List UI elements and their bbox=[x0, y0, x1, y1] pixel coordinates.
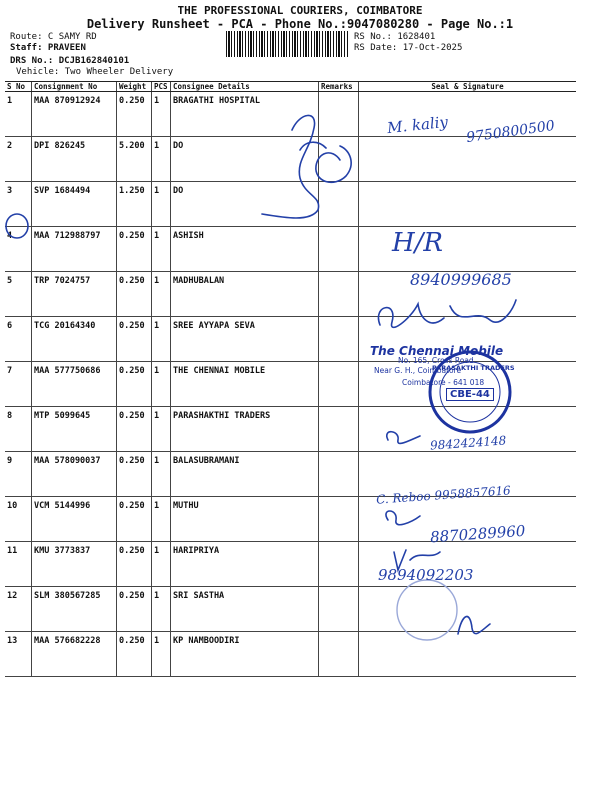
cell-consignment: MAA 712988797 bbox=[32, 227, 117, 272]
cell-pcs: 1 bbox=[152, 182, 171, 227]
row-1-signature-name: M. kaliy bbox=[386, 112, 449, 138]
cell-weight: 0.250 bbox=[117, 362, 152, 407]
cell-consignment: MAA 577750686 bbox=[32, 362, 117, 407]
cell-weight: 0.250 bbox=[117, 542, 152, 587]
cell-weight: 0.250 bbox=[117, 632, 152, 677]
chennai-stamp-line2: Near G. H., Coimbatore bbox=[374, 366, 462, 375]
row-12-phone: 9894092203 bbox=[378, 566, 474, 584]
row-5-phone: 8940999685 bbox=[410, 270, 512, 289]
cell-consignment: KMU 3773837 bbox=[32, 542, 117, 587]
cell-consignment: DPI 826245 bbox=[32, 137, 117, 182]
cell-weight: 0.250 bbox=[117, 272, 152, 317]
cell-weight: 0.250 bbox=[117, 317, 152, 362]
cell-sno: 9 bbox=[5, 452, 32, 497]
cell-pcs: 1 bbox=[152, 452, 171, 497]
cell-consignee: SRI SASTHA bbox=[171, 587, 319, 632]
row-1-phone: 9750800500 bbox=[465, 117, 556, 147]
cell-pcs: 1 bbox=[152, 497, 171, 542]
chennai-stamp-name: The Chennai Mobile bbox=[370, 344, 504, 358]
row-11-phone: 8870289960 bbox=[429, 521, 526, 547]
cell-consignment: SLM 380567285 bbox=[32, 587, 117, 632]
cell-pcs: 1 bbox=[152, 317, 171, 362]
cell-weight: 1.250 bbox=[117, 182, 152, 227]
rs-date: RS Date: 17-Oct-2025 bbox=[354, 43, 463, 53]
cell-weight: 0.250 bbox=[117, 497, 152, 542]
col-details: Consignee Details bbox=[171, 82, 319, 92]
cell-consignee: ASHISH bbox=[171, 227, 319, 272]
cell-consignment: TCG 20164340 bbox=[32, 317, 117, 362]
company-title: THE PROFESSIONAL COURIERS, COIMBATORE bbox=[177, 4, 423, 17]
cell-pcs: 1 bbox=[152, 92, 171, 137]
cell-pcs: 1 bbox=[152, 227, 171, 272]
cell-consignment: MTP 5099645 bbox=[32, 407, 117, 452]
cell-sno: 4 bbox=[5, 227, 32, 272]
cell-pcs: 1 bbox=[152, 407, 171, 452]
cell-consignee: PARASHAKTHI TRADERS bbox=[171, 407, 319, 452]
cell-consignment: MAA 578090037 bbox=[32, 452, 117, 497]
parashakthi-stamp-center: CBE-44 bbox=[446, 388, 494, 401]
cell-sno: 12 bbox=[5, 587, 32, 632]
chennai-stamp-line1: No. 165, Cross Road bbox=[398, 356, 474, 365]
cell-weight: 0.250 bbox=[117, 227, 152, 272]
cell-weight: 5.200 bbox=[117, 137, 152, 182]
cell-pcs: 1 bbox=[152, 362, 171, 407]
cell-weight: 0.250 bbox=[117, 407, 152, 452]
cell-pcs: 1 bbox=[152, 137, 171, 182]
cell-weight: 0.250 bbox=[117, 92, 152, 137]
staff-label: Staff: PRAVEEN bbox=[10, 43, 86, 53]
cell-sno: 5 bbox=[5, 272, 32, 317]
row-4-circle bbox=[6, 214, 28, 238]
cell-pcs: 1 bbox=[152, 632, 171, 677]
cell-pcs: 1 bbox=[152, 587, 171, 632]
cell-consignee: MADHUBALAN bbox=[171, 272, 319, 317]
cell-consignee: SREE AYYAPA SEVA bbox=[171, 317, 319, 362]
row-10-note: C. Reboo 9958857616 bbox=[375, 483, 512, 507]
runsheet-subtitle: Delivery Runsheet - PCA - Phone No.:9047080280 - Page No.:1 bbox=[86, 17, 514, 31]
cell-consignee: KP NAMBOODIRI bbox=[171, 632, 319, 677]
col-seal: Seal & Signature bbox=[359, 82, 577, 92]
cell-consignee: BRAGATHI HOSPITAL bbox=[171, 92, 319, 137]
vehicle-label: Vehicle: Two Wheeler Delivery bbox=[16, 67, 174, 77]
faint-stamp-circle bbox=[397, 580, 457, 640]
col-consignment: Consignment No bbox=[32, 82, 117, 92]
cell-sno: 7 bbox=[5, 362, 32, 407]
cell-consignee: MUTHU bbox=[171, 497, 319, 542]
row-9-signature bbox=[387, 432, 420, 444]
cell-sno: 2 bbox=[5, 137, 32, 182]
drs-number: DRS No.: DCJB162840101 bbox=[10, 56, 130, 66]
cell-sno: 10 bbox=[5, 497, 32, 542]
cell-consignee: DO bbox=[171, 182, 319, 227]
route-label: Route: C SAMY RD bbox=[10, 32, 97, 42]
cell-consignment: SVP 1684494 bbox=[32, 182, 117, 227]
col-weight: Weight bbox=[117, 82, 152, 92]
cell-pcs: 1 bbox=[152, 272, 171, 317]
cell-pcs: 1 bbox=[152, 542, 171, 587]
cell-sno: 3 bbox=[5, 182, 32, 227]
cell-sno: 8 bbox=[5, 407, 32, 452]
parashakthi-stamp-top: PARASAKTHI TRADERS bbox=[432, 364, 515, 372]
cell-sno: 1 bbox=[5, 92, 32, 137]
cell-sno: 11 bbox=[5, 542, 32, 587]
cell-sno: 6 bbox=[5, 317, 32, 362]
circled-3-mark bbox=[316, 146, 351, 182]
row-13-initials bbox=[458, 617, 490, 634]
cell-weight: 0.250 bbox=[117, 587, 152, 632]
cell-sno: 13 bbox=[5, 632, 32, 677]
row-4-mark: H/R bbox=[392, 228, 444, 258]
cell-consignee: THE CHENNAI MOBILE bbox=[171, 362, 319, 407]
cell-consignment: TRP 7024757 bbox=[32, 272, 117, 317]
col-pcs: PCS bbox=[152, 82, 171, 92]
cell-weight: 0.250 bbox=[117, 452, 152, 497]
row-11-signature bbox=[386, 511, 420, 525]
cell-consignee: BALASUBRAMANI bbox=[171, 452, 319, 497]
chennai-stamp-line3: Coimbatore - 641 018 bbox=[402, 378, 485, 387]
cell-consignee: DO bbox=[171, 137, 319, 182]
rs-number: RS No.: 1628401 bbox=[354, 32, 436, 42]
col-sno: S No bbox=[5, 82, 32, 92]
row-9-phone: 9842424148 bbox=[429, 433, 507, 453]
col-remarks: Remarks bbox=[319, 82, 359, 92]
cell-consignment: MAA 870912924 bbox=[32, 92, 117, 137]
row-6-signature-scribble bbox=[378, 300, 516, 327]
cell-consignee: HARIPRIYA bbox=[171, 542, 319, 587]
cell-consignment: VCM 5144996 bbox=[32, 497, 117, 542]
cell-consignment: MAA 576682228 bbox=[32, 632, 117, 677]
